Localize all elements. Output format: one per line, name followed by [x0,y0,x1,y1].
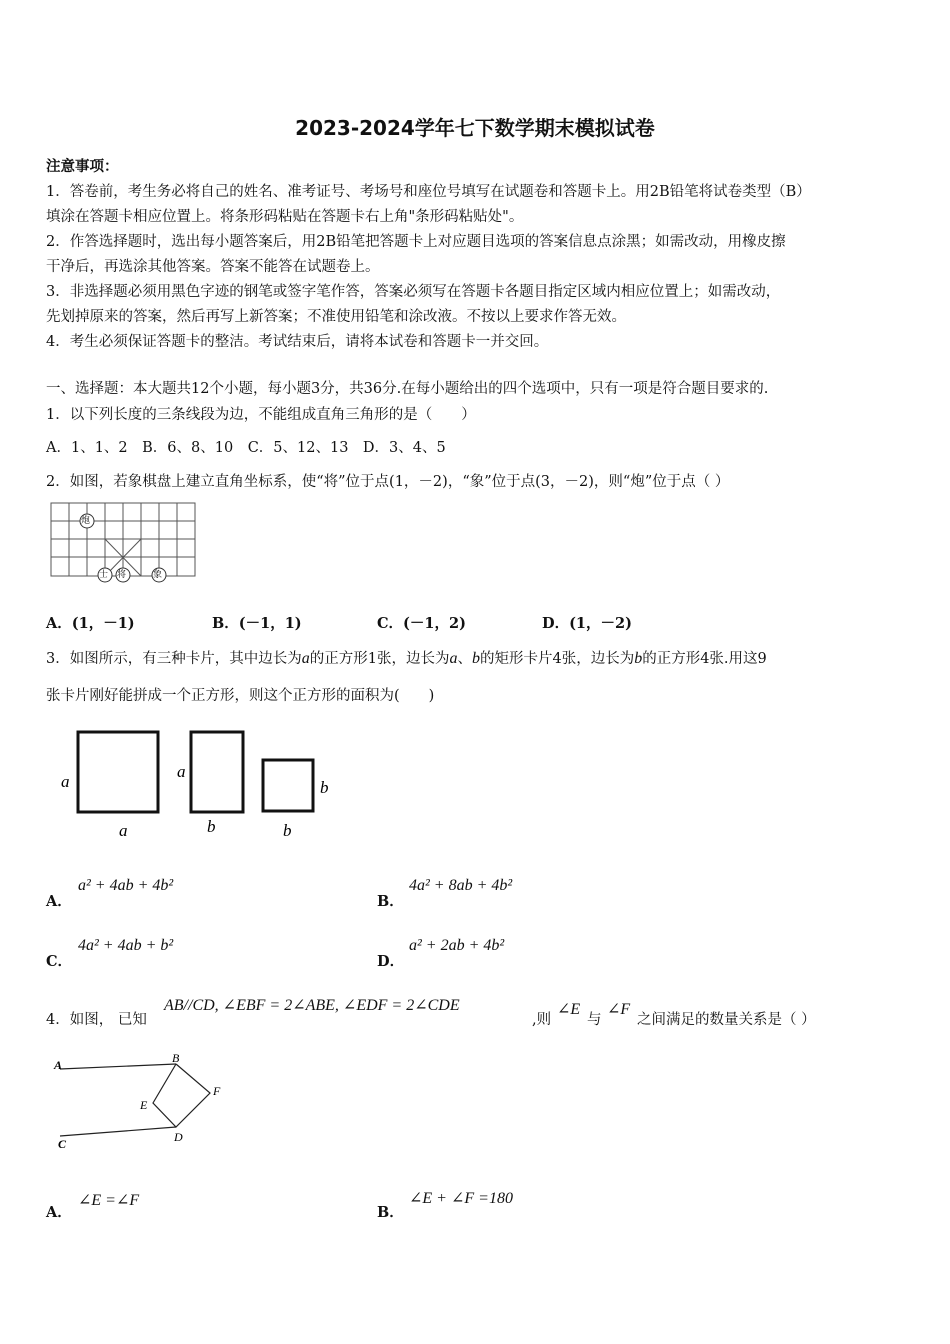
q3-option-b-expr: 4a² + 8ab + 4b² [409,877,513,894]
q2-option-d: D．(1，－2) [542,615,632,632]
notice-heading: 注意事项： [46,158,119,175]
chess-piece-jiang: 将 [117,570,127,580]
section-heading: 一、选择题：本大题共12个小题，每小题3分，共36分.在每小题给出的四个选项中，只有一项是符合题目要求的. [46,381,769,397]
q3-stem-part: 的正方形1张，边长为 [309,651,450,667]
q2-option-c: C．(－1，2) [377,615,466,632]
point-label-f: F [213,1084,221,1098]
q3-stem-part: 、 [457,651,472,667]
notice-line: 先划掉原来的答案，然后再写上新答案；不准使用铅笔和涂改液。不按以上要求作答无效。 [46,309,626,325]
q2-option-a: A．(1，－1) [46,615,135,632]
card-label-b2: b [283,821,292,840]
q4-option-b-expr: ∠E + ∠F =180 [409,1190,513,1207]
q4-stem-suffix: 之间满足的数量关系是（ ） [637,1012,816,1028]
card-label-a3: a [177,762,186,781]
question-2-stem: 2．如图，若象棋盘上建立直角坐标系，使“将”位于点(1，－2)，“象”位于点(3，－2)，则“炮”位于点（ ） [46,474,730,490]
question-1-options: A．1、1、2 B．6、8、10 C．5、12、13 D．3、4、5 [46,440,446,456]
q4-option-b-label: B． [377,1204,404,1221]
q3-option-b-label: B． [377,893,404,910]
notice-line: 3．非选择题必须用黑色字迹的钢笔或签字笔作答，答案必须写在答题卡各题目指定区域内相应位置上；如需改动， [46,284,781,300]
q3-var: b [471,650,480,667]
q4-option-a-label: A． [46,1204,72,1221]
question-3-stem-line2: 张卡片刚好能拼成一个正方形，则这个正方形的面积为( ) [46,688,435,704]
point-label-e: E [140,1098,148,1112]
point-label-a: A [54,1058,63,1072]
notice-line: 2．作答选择题时，选出每小题答案后，用2B铅笔把答题卡上对应题目选项的答案信息点涂黑；如需改动，用橡皮擦 [46,234,786,250]
notice-line: 填涂在答题卡相应位置上。将条形码粘贴在答题卡右上角"条形码粘贴处"。 [46,209,524,225]
q4-stem-part: 与 [587,1012,602,1028]
notice-line: 干净后，再选涂其他答案。答案不能答在试题卷上。 [46,259,380,275]
notice-line: 1．答卷前，考生务必将自己的姓名、准考证号、考场号和座位号填写在试题卷和答题卡上。用2B铅笔将试卷类型（B） [46,184,811,200]
cards-figure [55,725,345,845]
point-label-d: D [174,1130,183,1144]
q4-angle-e: ∠E [557,1001,581,1018]
q3-option-a-label: A． [46,893,72,910]
question-3-stem [46,647,767,668]
page-title: 2023-2024学年七下数学期末模拟试卷 [295,116,655,140]
chess-piece-shi: 士 [99,570,109,580]
q3-stem-part: 3．如图所示，有三种卡片，其中边长为 [46,651,302,667]
q3-option-c-label: C． [46,953,73,970]
q3-stem-part: 的正方形4张.用这9 [642,651,767,667]
chess-piece-xiang: 象 [153,570,163,580]
parallel-lines-figure [48,1045,238,1155]
card-label-b1: b [207,817,216,836]
chess-piece-pao: 炮 [81,516,91,526]
q3-option-a-expr: a² + 4ab + 4b² [78,877,174,894]
card-label-a1: a [61,772,70,791]
question-4-stem-prefix: 4．如图， 已知 [46,1012,147,1028]
q3-stem-part: 的矩形卡片4张，边长为 [479,651,635,667]
q4-condition: AB//CD, ∠EBF = 2∠ABE, ∠EDF = 2∠CDE [164,997,460,1014]
question-1-stem: 1．以下列长度的三条线段为边，不能组成直角三角形的是（ ） [46,407,476,423]
q3-var: a [301,650,310,667]
q3-option-d-label: D． [377,953,405,970]
q3-option-d-expr: a² + 2ab + 4b² [409,937,505,954]
notice-line: 4．考生必须保证答题卡的整洁。考试结束后，请将本试卷和答题卡一并交回。 [46,334,549,350]
card-label-b3: b [320,778,329,797]
q4-stem-part: ,则 [532,1012,552,1028]
q3-option-c-expr: 4a² + 4ab + b² [78,937,174,954]
q4-angle-f: ∠F [607,1001,631,1018]
q2-option-b: B．(－1，1) [212,615,302,632]
q4-option-a-expr: ∠E =∠F [78,1192,140,1209]
q3-var: b [634,650,643,667]
card-label-a2: a [119,821,128,840]
point-label-b: B [172,1051,180,1065]
point-label-c: C [58,1137,67,1151]
q3-var: a [449,650,458,667]
